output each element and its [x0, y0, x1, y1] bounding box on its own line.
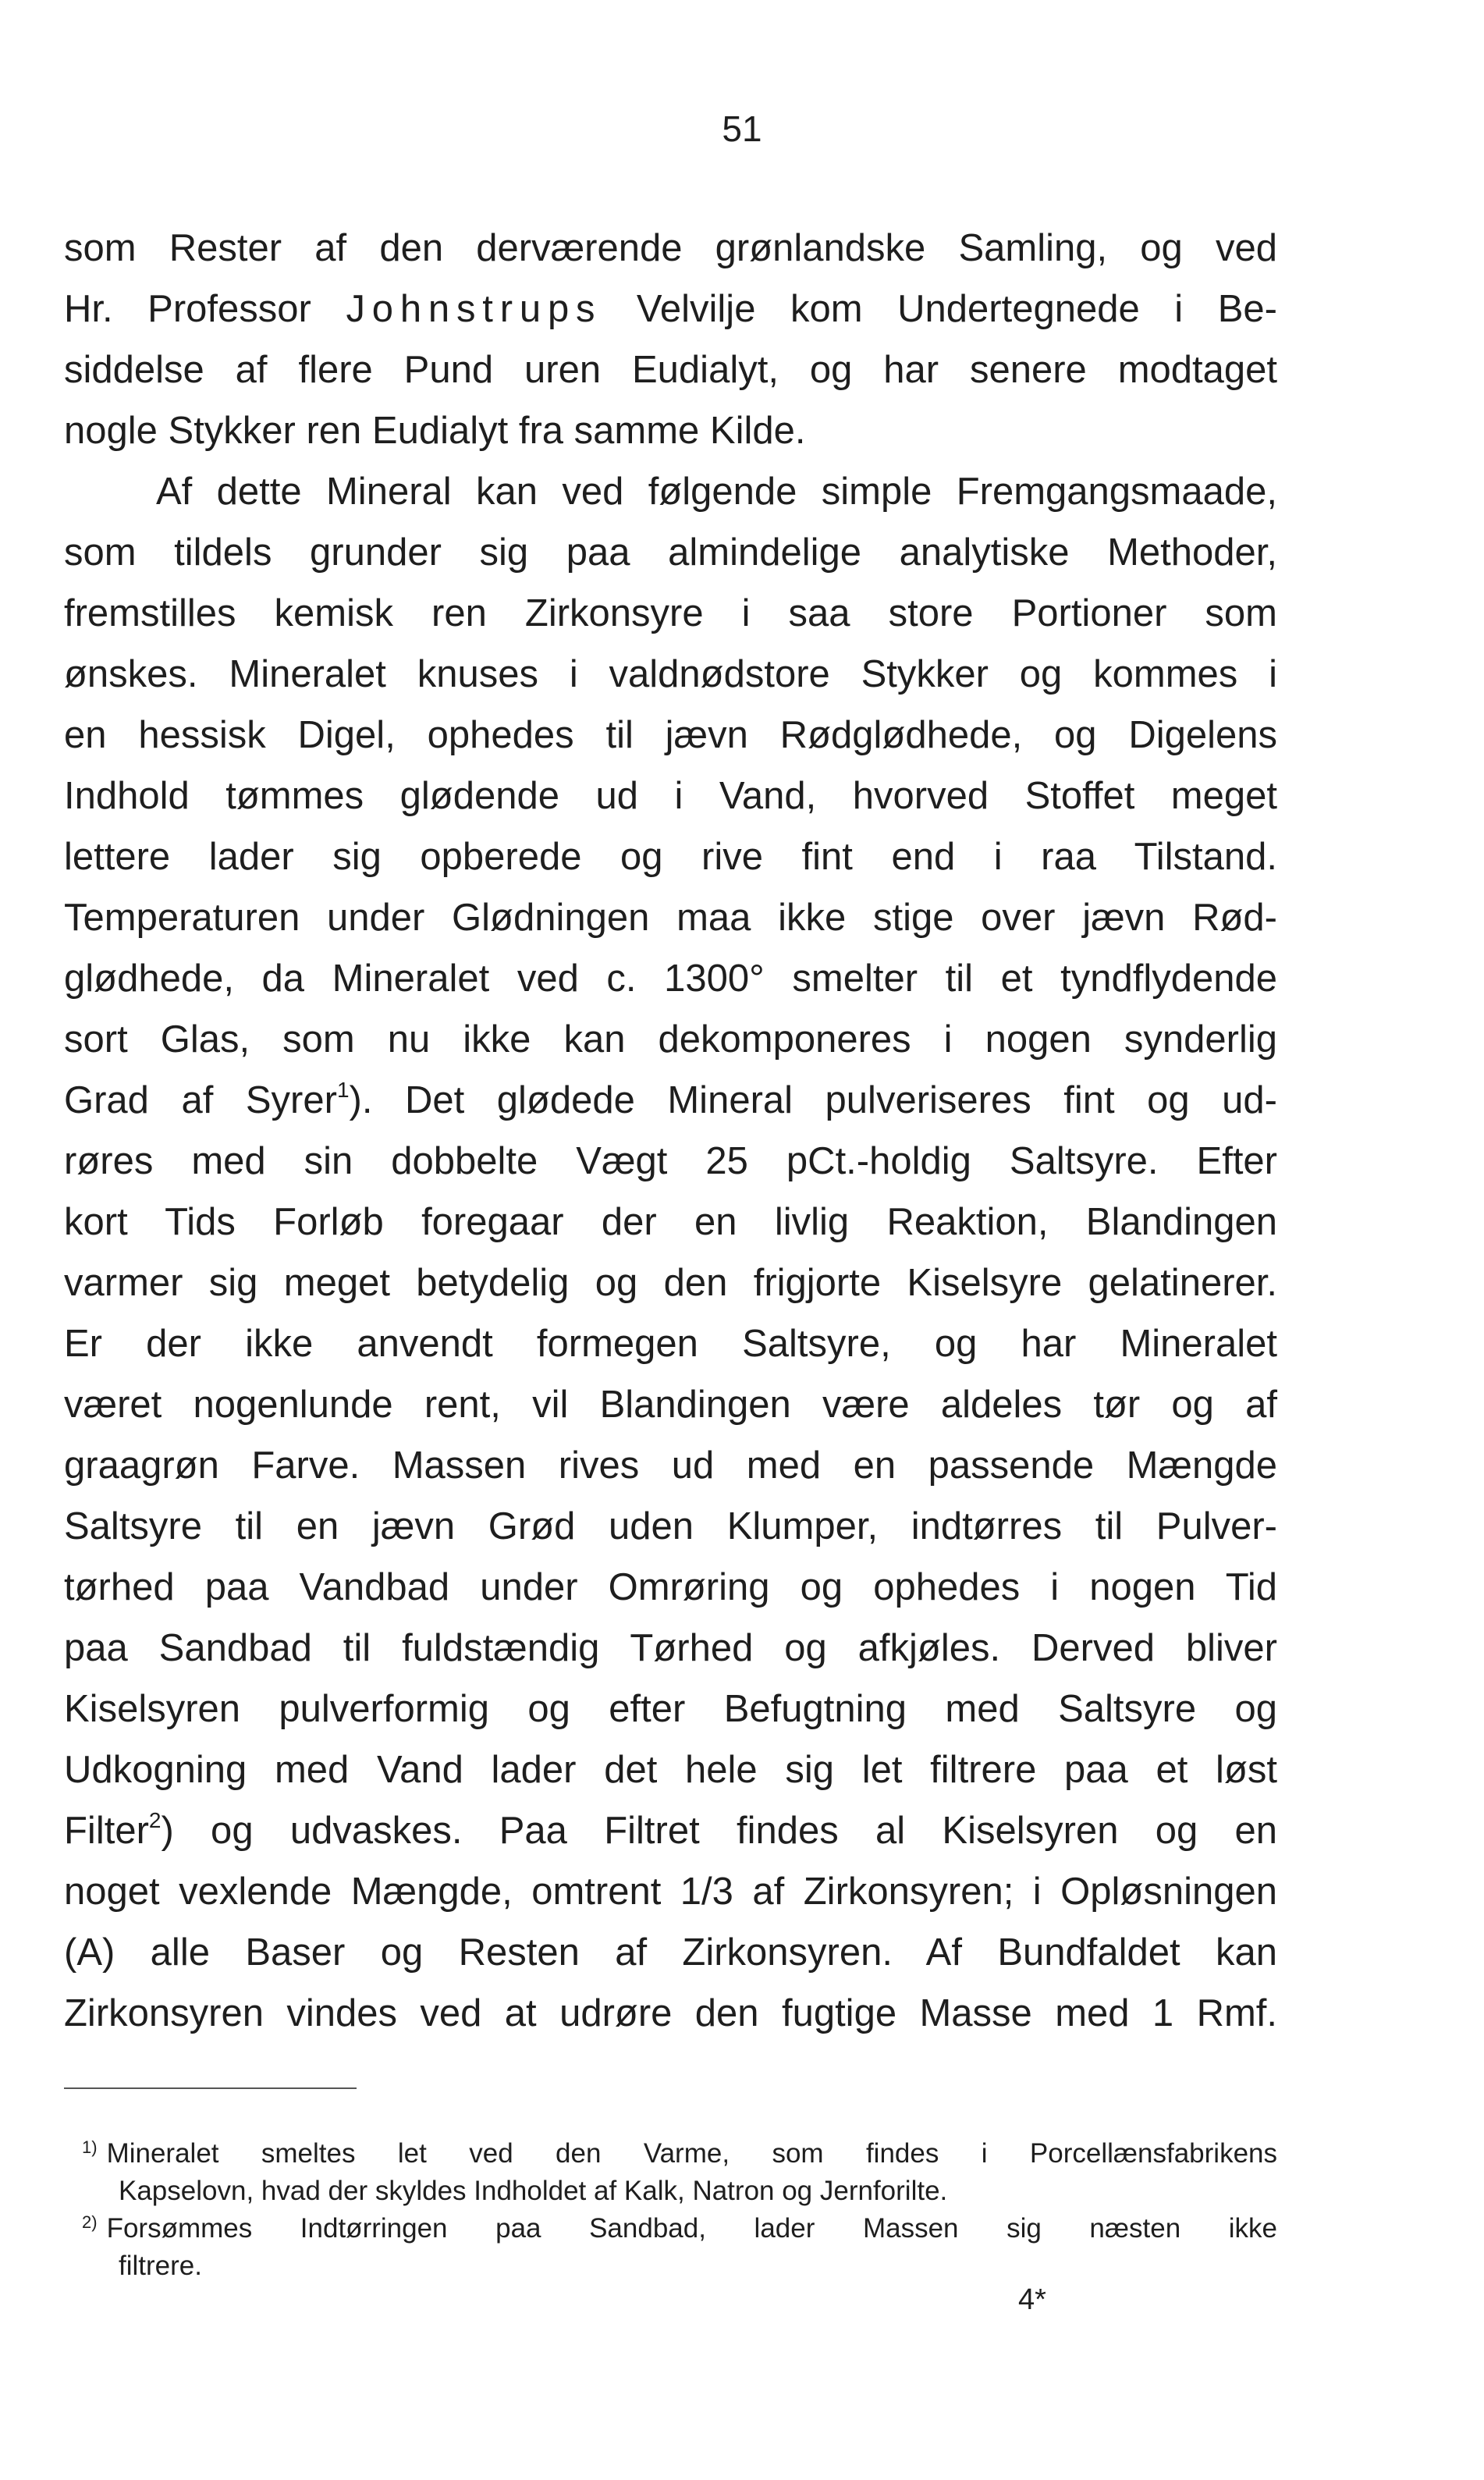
body-line-23: tørhed paa Vandbad under Omrøring og ophedes i nogen Tid — [64, 1566, 1277, 1608]
body-line-1: som Rester af den derværende grønlandske Samling, og ved — [64, 227, 1277, 269]
body-line-14: sort Glas, som nu ikke kan dekomponeres i nogen synderlig — [64, 1018, 1277, 1061]
body-line-7: fremstilles kemisk ren Zirkonsyre i saa store Portioner som — [64, 592, 1277, 634]
footnote-2-line-2: filtrere. — [119, 2251, 202, 2281]
page-number: 51 — [722, 108, 762, 149]
body-line-9: en hessisk Digel, ophedes til jævn Rødglødhede, og Digelens — [64, 714, 1277, 756]
printer-signature: 4* — [1018, 2283, 1046, 2316]
body-line-24: paa Sandbad til fuldstændig Tørhed og afkjøles. Derved bliver — [64, 1627, 1277, 1669]
body-line-27-start: Filter — [64, 1810, 149, 1852]
body-line-26: Udkogning med Vand lader det hele sig let filtrere paa et løst — [64, 1749, 1277, 1791]
body-line-4: nogle Stykker ren Eudialyt fra samme Kilde. — [64, 410, 806, 452]
body-line-2 — [64, 278, 1277, 340]
body-line-27 — [64, 1800, 1277, 1862]
body-line-20: været nogenlunde rent, vil Blandingen være aldeles tør og af — [64, 1384, 1277, 1426]
footnote-ref-1: 1 — [336, 1078, 350, 1102]
footnote-2-text: Forsømmes Indtørringen paa Sandbad, lader Massen sig næsten ikke — [106, 2213, 1277, 2244]
body-line-12: Temperaturen under Glødningen maa ikke stige over jævn Rød- — [64, 897, 1277, 939]
body-line-28: noget vexlende Mængde, omtrent 1/3 af Zirkonsyren; i Opløsningen — [64, 1871, 1277, 1913]
footnote-2-mark: 2) — [82, 2212, 98, 2232]
footnote-1-text: Mineralet smeltes let ved den Varme, som findes i Porcellænsfabrikens — [106, 2138, 1277, 2169]
body-line-15 — [64, 1069, 1277, 1132]
body-line-17: kort Tids Forløb foregaar der en livlig Reaktion, Blandingen — [64, 1201, 1277, 1243]
body-line-27-end: ) og udvaskes. Paa Filtret findes al Kiselsyren og en — [161, 1810, 1277, 1852]
footnote-ref-2: 2 — [148, 1808, 162, 1832]
body-line-6: som tildels grunder sig paa almindelige analytiske Methoder, — [64, 531, 1277, 574]
body-line-25: Kiselsyren pulverformig og efter Befugtning med Saltsyre og — [64, 1688, 1277, 1730]
footnote-1-mark: 1) — [82, 2137, 98, 2157]
body-line-11: lettere lader sig opberede og rive fint end i raa Tilstand. — [64, 836, 1277, 878]
footnote-1-line-2: Kapselovn, hvad der skyldes Indholdet af Kalk, Natron og Jernforilte. — [119, 2176, 948, 2206]
person-name-johnstrup: Johnstrups — [346, 288, 602, 330]
body-line-16: røres med sin dobbelte Vægt 25 pCt.-holdig Saltsyre. Efter — [64, 1140, 1277, 1182]
body-line-15-start: Grad af Syrer — [64, 1079, 337, 1121]
body-line-21: graagrøn Farve. Massen rives ud med en passende Mængde — [64, 1444, 1277, 1487]
body-line-3: siddelse af flere Pund uren Eudialyt, og har senere modtaget — [64, 349, 1277, 391]
body-line-18: varmer sig meget betydelig og den frigjorte Kiselsyre gelatinerer. — [64, 1262, 1277, 1304]
footnote-separator — [64, 2087, 357, 2089]
body-line-2-end: Velvilje kom Undertegnede i Be- — [636, 288, 1277, 330]
body-line-5: Af dette Mineral kan ved følgende simple Fremgangsmaade, — [156, 471, 1277, 513]
body-line-30: Zirkonsyren vindes ved at udrøre den fugtige Masse med 1 Rmf. — [64, 1992, 1277, 2034]
body-line-22: Saltsyre til en jævn Grød uden Klumper, indtørres til Pulver- — [64, 1505, 1277, 1547]
body-line-2-start: Hr. Professor — [64, 288, 311, 330]
body-line-29: (A) alle Baser og Resten af Zirkonsyren. Af Bundfaldet kan — [64, 1931, 1277, 1974]
body-line-13: glødhede, da Mineralet ved c. 1300° smelter til et tyndflydende — [64, 958, 1277, 1000]
body-line-8: ønskes. Mineralet knuses i valdnødstore Stykker og kommes i — [64, 653, 1277, 695]
body-line-19: Er der ikke anvendt formegen Saltsyre, og har Mineralet — [64, 1323, 1277, 1365]
footnote-2-line-1 — [82, 2209, 1277, 2248]
body-line-10: Indhold tømmes glødende ud i Vand, hvorved Stoffet meget — [64, 775, 1277, 817]
footnote-1-line-1 — [82, 2134, 1277, 2173]
body-line-15-end: ). Det glødede Mineral pulveriseres fint og ud- — [349, 1079, 1277, 1121]
